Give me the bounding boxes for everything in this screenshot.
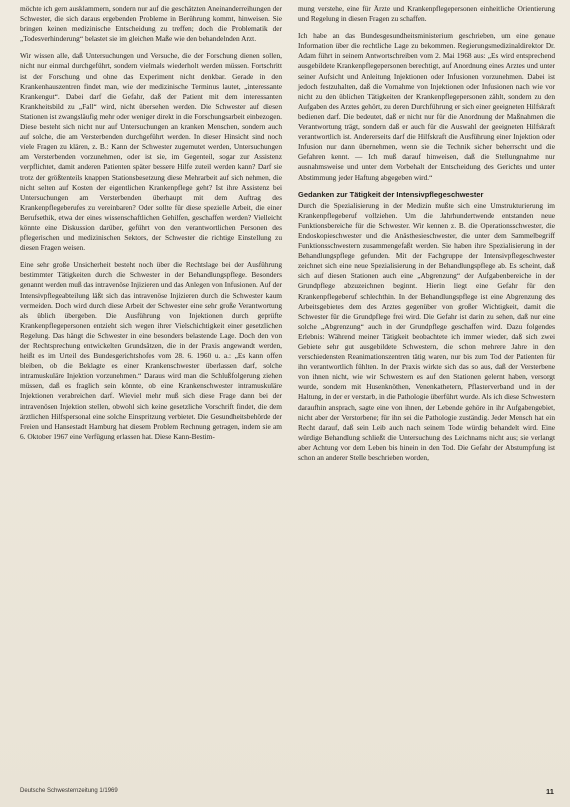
right-column	[298, 4, 555, 463]
left-paragraph-2: Wir wissen alle, daß Untersuchungen und Versuche, die der Forschung dienen sollen, nicht nur einmal durchgeführt, sondern vielmals wiederholt werden müssen. Fortschritt ist der Forschung und ohne das Experiment nicht denkbar. Gerade in den Krankenhauszentren findet man, wie der medizinische Terminus lautet, „interessante Krankengut“. Dabei darf die Gefahr, daß der Patient mit dem interessanten Krankheitsbild zu „Fall“ wird, nicht übersehen werden. Die Schwester auf diesen Stationen ist zwangsläufig mehr oder weniger direkt in die Forschungsarbeit einbezogen. Diese besteht sich nicht nur auf Untersuchungen an kranken Menschen, sondern auch auf solche, die am Versterbenden durchgeführt werden. In dieser Hinsicht sind noch viele Fragen zu klären, z. B.: Kann der Schwester zugemutet werden, Untersuchungen am Versterbenden vorzunehmen, oder ist sie, im Gegenteil, sogar zur Assistenz verpflichtet, damit anderen Patienten später bessere Hilfe zuteil werden kann? Darf sie trotz der größtenteils knappen Stationsbesetzung diese Mehrarbeit auf sich nehmen, die nicht selten auf Kosten der eigentlichen Krankenpflege geht? Ist ihre Assistenz bei Untersuchungen am Versterbenden überhaupt mit dem Auftrag des Krankenpflegeberufes zu vereinbaren? Oder sollte für diese spezielle Arbeit, die einer Berufsethik, etwa der eines wissenschaftlichen Gehilfen, geschaffen werden? Vielleicht könnte eine Diskussion darüber, geführt von den verantwortlichen Personen des pflegerischen und medizinischen Sektors, der Schwester die richtige Einstellung zu diesen Fragen weisen.	[20, 51, 282, 253]
right-paragraph-2: Ich habe an das Bundesgesundheitsministerium geschrieben, um eine genaue Information über die rechtliche Lage zu bekommen. Regierungsmedizinaldirektor Dr. Adam führt in seinem Antwortschreiben vom 2. Mai 1968 aus: „Es wird entsprechend ausgebildete Krankenpflegepersonen berechtigt, auf Anordnung eines Arztes und unter seiner Aufsicht und Anleitung Injektionen oder Infusionen vorzunehmen. Dabei ist jedoch festzuhalten, daß die Vornahme von Injektionen oder Infusionen nach wie vor nicht zu den üblichen Tätigkeiten der Krankenpflegepersonen zählt, sondern zu den Aufgaben des Arztes gehört, zu deren Durchführung er sich einer geeigneten Hilfskraft bedienen darf. Die bedeutet, daß er nicht nur für die Anordnung der Maßnahmen die Verantwortung trägt, sondern daß er auch für die Auswahl der geeigneten Hilfskraft verantwortlich ist. Andererseits darf die Hilfskraft die Ausführung einer Injektion oder Infusion nur dann übernehmen, wenn sie die Technik sicher beherrscht und die Gefahren kennt. — Ich muß darauf hinweisen, daß die Stellungnahme nur ausnahmsweise und unter dem Vorbehalt der Entscheidung des Gerichts und unter Abstimmung jeder Haftung abgegeben wird.“	[298, 31, 555, 182]
right-paragraph-1: mung verstehe, eine für Ärzte und Krankenpflegepersonen einheitliche Orientierung und Regelung in diesen Fragen zu schaffen.	[298, 4, 555, 24]
right-paragraph-3: Durch die Spezialisierung in der Medizin mußte sich eine Umstrukturierung im Krankenpflegeberuf vollziehen. Um die Jahrhundertwende entstanden neue Funktionsbereiche für die Schwester. Wir kennen z. B. die Operationsschwester, die Endoskopieschwester und die Anästhesieschwester, die unter dem Sammelbegriff Funktionsschwestern zusammengefaßt werden. Sie haben ihre Spezialisierung in der Behandlungspflege gefunden. Mit der Fachgruppe der Intensivpflegeschwester zeichnet sich eine neue Spezialisierung in der Behandlungspflege ab. Es scheint, daß sich auf diesen Stationen auch eine „Abgrenzung“ der Aufgabenbereiche in der Grundpflege abzuzeichnen beginnt. Hierin liegt eine Gefahr für den Krankenpflegeberuf schlechthin. In der Behandlungspflege ist eine Abgrenzung des Arbeitsgebietes dem des Arztes gegenüber von großer Wichtigkeit, damit die Schwester für die Grundpflege frei wird. Die Gefahr ist darin zu sehen, daß nur eine solche „Abgrenzung“ auch in der Grundpflege geschaffen wird. Dazu folgendes Erlebnis: Während meiner Tätigkeit beobachtete ich immer wieder, daß sich zwei Gebiete sehr gut ausgebildete Schwestern, die schon mehrere Jahre in den verschiedensten Reanimationszentren tätig waren, nur bis zum Tod der Patienten für ihn verantwortlich fühlten. In der Praxis wirkte sich das so aus, daß der Versterbene von ihnen nicht, wie wir Schwestern es auf den Stationen gelernt haben, versorgt wurde, sondern mit Husenknöthen, Venenkathetern, Pflasterverband und in der Haltung, in der er verstarb, in die Pathologie überführt wurde. Als ich diese Schwestern daraufhin ansprach, sagte eine von ihnen, der Lebende gehöre in ihr Aufgabengebiet, nicht aber der Verstorbene; für ihn sei die Pathologie zuständig. Jeder Mensch hat ein Recht darauf, daß sein Leib auch nach seinem Tode würdig behandelt wird. Eine würdige Behandlung schließt die Untersuchung des Leichnams nicht aus; sie verlangt aber Achtung vor dem Leben bis hinein in den Tod. Die Gefahr der Abstumpfung ist schon an anderer Stelle beschrieben worden,	[298, 200, 555, 463]
journal-footer: Deutsche Schwesternzeitung 1/1969	[20, 788, 118, 794]
left-paragraph-3: Eine sehr große Unsicherheit besteht noch über die Rechtslage bei der Ausführung bestimmter Tätigkeiten durch die Schwester in der Behandlungspflege. Besonders genannt werden muß das intravenöse Injizieren und das Anlegen von Infusionen. Auf der Intensivpflegeabteilung läßt sich das intravenöse Injizieren durch die Schwester kaum vermeiden. Doch wird durch diese Arbeit der Schwester eine sehr große Verantwortung als üblich übergeben. Die Ausführung von Injektionen durch geprüfte Krankenpflegepersonen entzieht sich wegen ihrer Vielschichtigkeit einer gesetzlichen Regelung. Das hängt die Schwester in eine besonders belastende Lage. Doch den von der Rechtsprechung entwickelten Grundsätzen, die in der Praxis angewandt werden, heißt es im Urteil des Bundesgerichtshofes vom 28. 6. 1960 u. a.: „Es kann offen bleiben, ob die Beklagte es einer Krankenschwester überlassen darf, solche intramuskuläre Injektion vorzunehmen.“ Daraus wird man die Schlußfolgerung ziehen müssen, daß es fraglich sein könnte, ob eine Krankenschwester intramuskuläre Injektionen verabreichen darf. Wieviel mehr muß sich diese Frage dann bei der intravenösen Injektion stellen, obwohl sich keine gesetzliche Vorschrift findet, die dem ärztlichen Hilfspersonal eine solche Einspritzung verbietet. Die Gesundheitsbehörde der Freien und Hansestadt Hamburg hat diesem Problem Rechnung getragen, indem sie am 6. Oktober 1967 eine Verfügung erlassen hat. Diese Kann-Bestim-	[20, 260, 282, 441]
left-paragraph-1: möchte ich gern ausklammern, sondern nur auf die geschätzten Aneinanderreihungen der Schwester, die sich daraus ergebenden Probleme in Berührung kommt, hinweisen. Sie bringen keinen medizinische Entscheidung zu treffen; doch die Problematik der „Todesverhinderung“ belastet sie im gleichen Maße wie den behandelnden Arzt.	[20, 4, 282, 44]
left-column	[20, 4, 282, 442]
section-heading: Gedanken zur Tätigkeit der Intensivpflegeschwester	[298, 189, 484, 199]
page-number: 11	[546, 787, 554, 796]
